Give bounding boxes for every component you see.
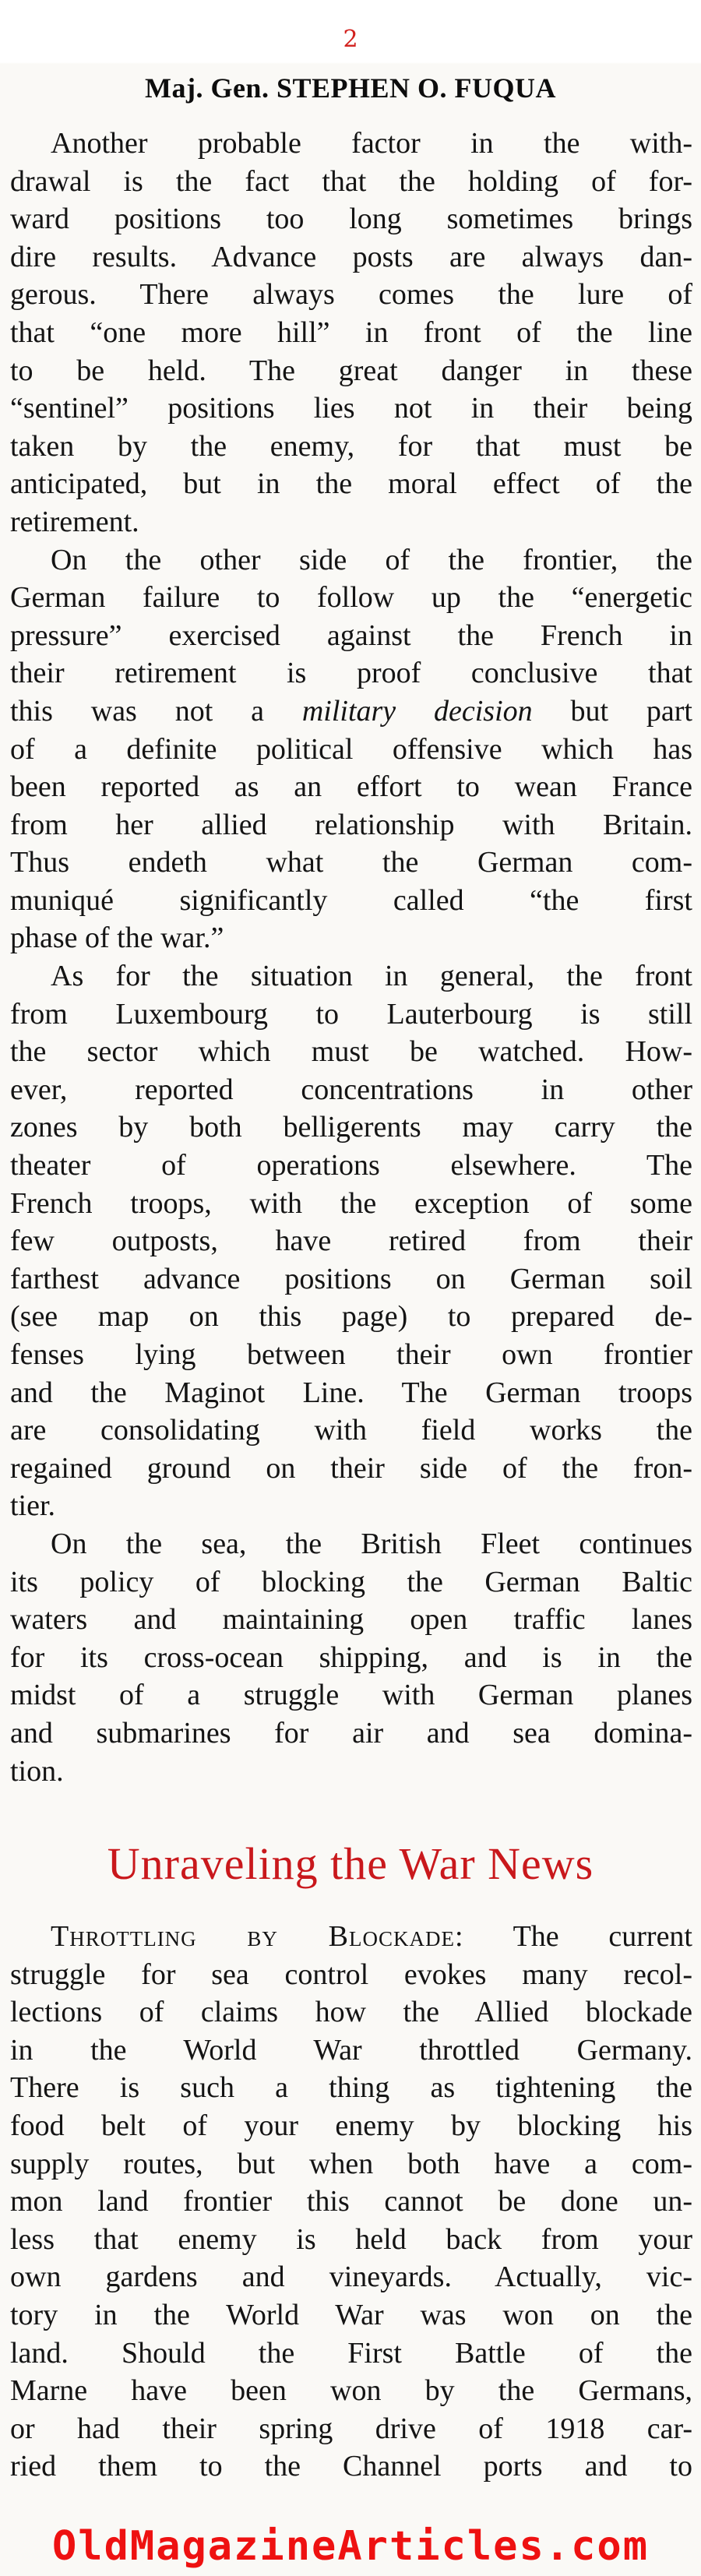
text-line: from Luxembourg to Lauterbourg is still (10, 997, 692, 1031)
text-line: ever, reported concentrations in other (10, 1073, 692, 1106)
text-line: in the World War throttled Germany. (10, 2033, 692, 2067)
article-bottom (10, 1918, 692, 2486)
text-line: few outposts, have retired from their (10, 1225, 692, 1258)
text-line: mon land frontier this cannot be done un- (10, 2185, 692, 2218)
text-line: As for the situation in general, the front (51, 960, 692, 993)
text-line: muniqué significantly called “the first (10, 883, 692, 917)
text-line: are consolidating with field works the (10, 1414, 692, 1447)
text-line: been reported as an effort to wean France (10, 770, 692, 804)
text-line: retirement. (10, 505, 139, 538)
text-line: ried them to the Channel ports and to (10, 2450, 692, 2483)
text-line: fenses lying between their own frontier (10, 1338, 692, 1371)
text-line: Another probable factor in the with- (51, 127, 692, 160)
text-line: to be held. The great danger in these (10, 354, 692, 387)
text-line: Thus endeth what the German com- (10, 846, 692, 879)
text-line: (see map on this page) to prepared de- (10, 1300, 692, 1334)
text-line: for its cross-ocean shipping, and is in the (10, 1640, 692, 1674)
text-line: lections of claims how the Allied blockade (10, 1996, 692, 2029)
text-line: drawal is the fact that the holding of for- (10, 164, 692, 198)
text-line: “sentinel” positions lies not in their being (10, 392, 692, 425)
text-line: and the Maginot Line. The German troops (10, 1376, 692, 1409)
text-line: food belt of your enemy by blocking his (10, 2109, 692, 2142)
text-line: anticipated, but in the moral effect of the (10, 467, 692, 501)
text-line: pressure” exercised against the French in (10, 618, 692, 652)
text-line: phase of the war.” (10, 922, 224, 955)
text-line: tion. (10, 1754, 64, 1788)
article-top (10, 125, 692, 1790)
text-line: gerous. There always comes the lure of (10, 278, 692, 312)
text-line: supply routes, but when both have a com- (10, 2147, 692, 2180)
site-watermark: OldMagazineArticles.com (51, 2523, 650, 2570)
text-line: own gardens and vineyards. Actually, vic- (10, 2261, 692, 2294)
text-line: zones by both belligerents may carry the (10, 1111, 692, 1144)
text-line: this was not a military decision but part (10, 694, 692, 728)
text-line: taken by the enemy, for that must be (10, 429, 692, 463)
text-line: Marne have been won by the Germans, (10, 2374, 692, 2408)
text-line: tier. (10, 1489, 56, 1523)
text-line: German failure to follow up the “energetic (10, 581, 692, 615)
text-line: There is such a thing as tightening the (10, 2071, 692, 2105)
text-line: the sector which must be watched. How- (10, 1035, 692, 1069)
section-heading: Unraveling the War News (107, 1838, 594, 1889)
text-line: On the other side of the frontier, the (51, 543, 692, 576)
text-line: On the sea, the British Fleet continues (51, 1527, 692, 1560)
text-line: its policy of blocking the German Baltic (10, 1565, 692, 1598)
text-line: of a definite political offensive which has (10, 732, 692, 766)
text-line: from her allied relationship with Britain. (10, 808, 692, 841)
text-line: dire results. Advance posts are always dan- (10, 240, 692, 273)
byline: Maj. Gen. STEPHEN O. FUQUA (144, 72, 556, 104)
text-line: and submarines for air and sea domina- (10, 1716, 692, 1750)
text-line: or had their spring drive of 1918 car- (10, 2412, 692, 2445)
text-line: their retirement is proof conclusive that (10, 657, 692, 690)
text-line: ward positions too long sometimes brings (10, 203, 692, 236)
text-line: farthest advance positions on German soil (10, 1262, 692, 1295)
text-line: struggle for sea control evokes many recol- (10, 1958, 692, 1991)
page-number: 2 (343, 26, 358, 53)
text-line: waters and maintaining open traffic lanes (10, 1603, 692, 1637)
text-line: that “one more hill” in front of the line (10, 315, 692, 349)
text-line: midst of a struggle with German planes (10, 1679, 692, 1712)
text-line: Throttling by Blockade: The current (51, 1920, 692, 1953)
text-line: theater of operations elsewhere. The (10, 1149, 692, 1182)
text-line: regained ground on their side of the fron- (10, 1451, 692, 1485)
text-line: French troops, with the exception of some (10, 1186, 692, 1220)
text-line: tory in the World War was won on the (10, 2298, 692, 2331)
text-line: less that enemy is held back from your (10, 2222, 692, 2256)
text-line: land. Should the First Battle of the (10, 2336, 692, 2370)
